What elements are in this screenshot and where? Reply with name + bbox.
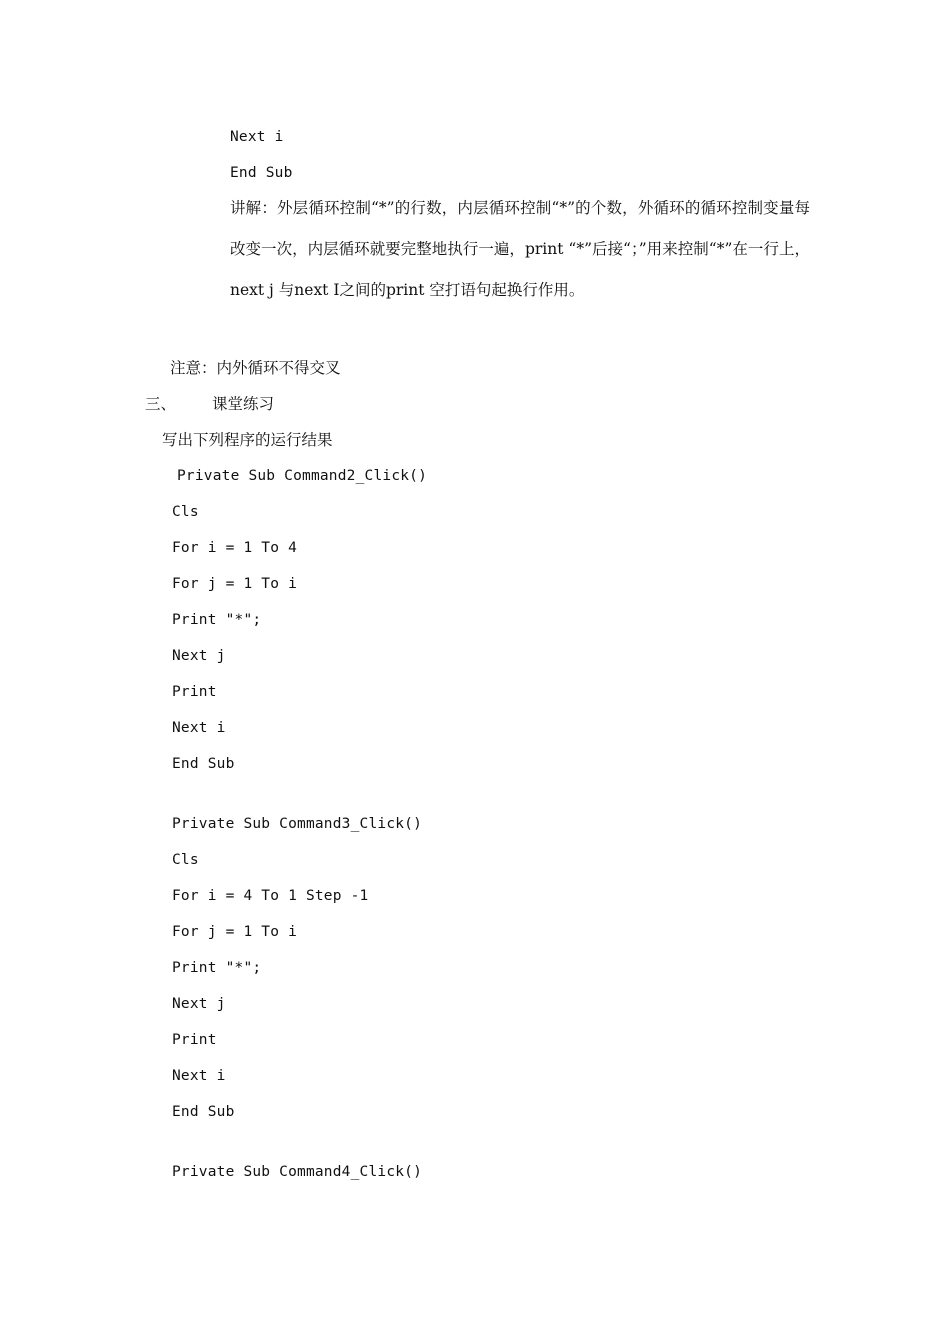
code-line: Private Sub Command4_Click() [172,1164,423,1180]
instruction-text: 写出下列程序的运行结果 [162,431,333,449]
section-number: 三、 [145,395,177,413]
explanation-paragraph [230,188,810,311]
explanation-text: 讲解：外层循环控制“*”的行数，内层循环控制“*”的个数，外循环的循环控制变量每改变一次，内层循环就要完整地执行一遍，print “*”后接“；”用来控制“*”在一行上，next j 与next I之间的print 空打语句起换行作用。 [230,199,810,299]
code-line: For j = 1 To i [172,576,298,592]
code-line: Print "*"; [172,960,262,976]
code-line: Print "*"; [172,612,262,628]
code-line: End Sub [172,756,235,772]
section-title: 课堂练习 [212,395,275,413]
code-line: Next i [172,1068,226,1084]
note-text: 注意：内外循环不得交叉 [170,359,341,377]
code-line: End Sub [230,165,293,181]
code-line: Print [172,1032,217,1048]
code-line: For i = 4 To 1 Step -1 [172,888,369,904]
code-line: For j = 1 To i [172,924,298,940]
code-line: Next i [230,129,284,145]
code-line: End Sub [172,1104,235,1120]
code-line: Print [172,684,217,700]
code-line: Next j [172,648,226,664]
code-line: Next i [172,720,226,736]
code-line: Cls [172,504,199,520]
code-line: Cls [172,852,199,868]
code-line: For i = 1 To 4 [172,540,298,556]
code-line: Private Sub Command3_Click() [172,816,423,832]
code-line: Private Sub Command2_Click() [177,468,428,484]
code-line: Next j [172,996,226,1012]
